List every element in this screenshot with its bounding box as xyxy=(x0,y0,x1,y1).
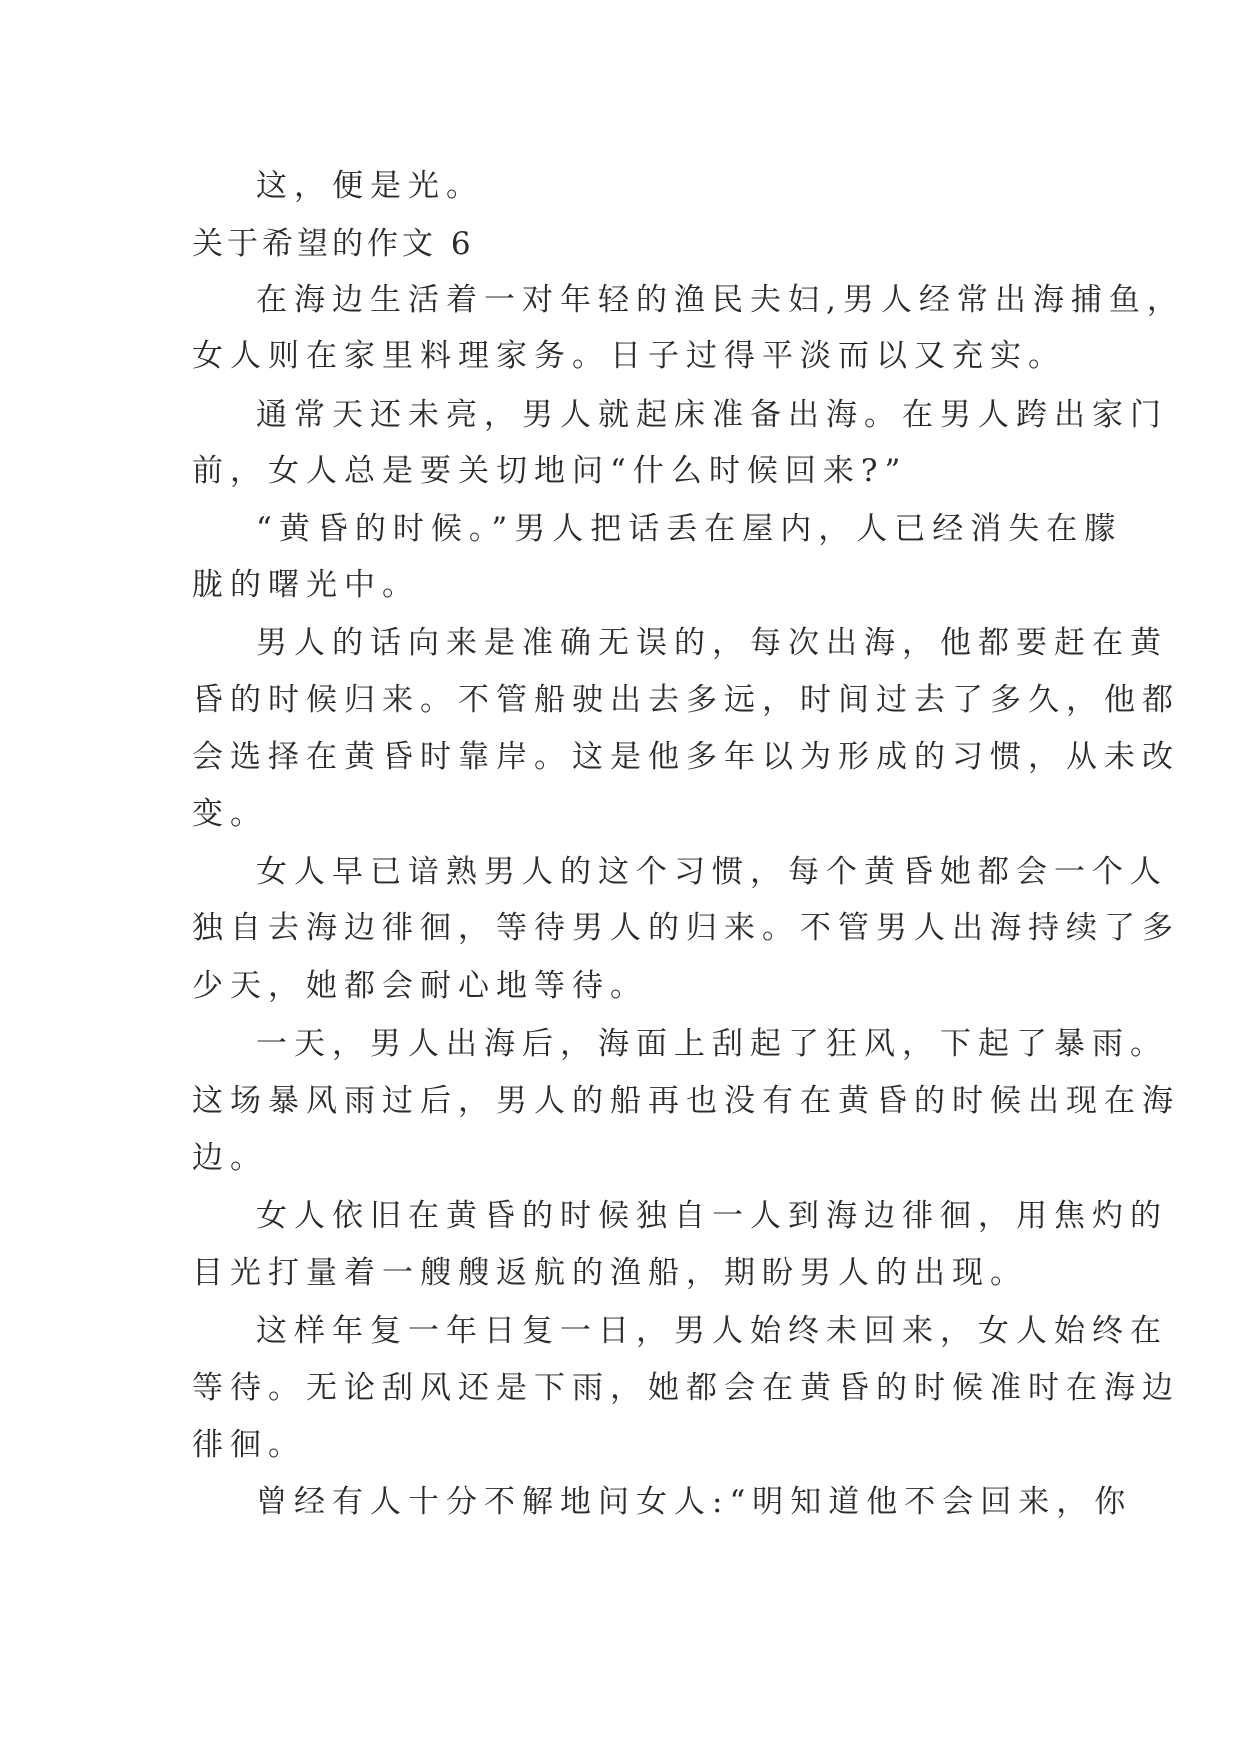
paragraph-line: 曾经有人十分不解地问女人:“明知道他不会回来，你 xyxy=(256,1484,1133,1520)
paragraph-line: 变。 xyxy=(192,796,268,832)
paragraph-line: 女人依旧在黄昏的时候独自一人到海边徘徊，用焦灼的 xyxy=(256,1198,1168,1234)
paragraph-line: 独自去海边徘徊，等待男人的归来。不管男人出海持续了多 xyxy=(192,910,1180,946)
paragraph-line: 边。 xyxy=(192,1140,268,1176)
paragraph-line: 这场暴风雨过后，男人的船再也没有在黄昏的时候出现在海 xyxy=(192,1083,1180,1119)
paragraph-line: 会选择在黄昏时靠岸。这是他多年以为形成的习惯，从未改 xyxy=(192,739,1180,775)
paragraph-line: 通常天还未亮，男人就起床准备出海。在男人跨出家门 xyxy=(256,397,1168,433)
paragraph-line: 在海边生活着一对年轻的渔民夫妇,男人经常出海捕鱼， xyxy=(256,282,1185,318)
closing-line: 这，便是光。 xyxy=(256,168,484,204)
paragraph-line: 女人早已谙熟男人的这个习惯，每个黄昏她都会一个人 xyxy=(256,854,1168,890)
paragraph-line: 一天，男人出海后，海面上刮起了狂风，下起了暴雨。 xyxy=(256,1026,1168,1062)
paragraph-line: 胧的曙光中。 xyxy=(192,567,420,603)
paragraph-line: 目光打量着一艘艘返航的渔船，期盼男人的出现。 xyxy=(192,1255,1028,1291)
paragraph-line: 徘徊。 xyxy=(192,1427,306,1463)
paragraph-line: 昏的时候归来。不管船驶出去多远，时间过去了多久，他都 xyxy=(192,682,1180,718)
paragraph-line: 少天，她都会耐心地等待。 xyxy=(192,968,648,1004)
paragraph-line: “黄昏的时候。”男人把话丢在屋内，人已经消失在朦 xyxy=(256,511,1123,547)
paragraph-line: 等待。无论刮风还是下雨，她都会在黄昏的时候准时在海边 xyxy=(192,1370,1180,1406)
paragraph-line: 男人的话向来是准确无误的，每次出海，他都要赶在黄 xyxy=(256,625,1168,661)
paragraph-line: 这样年复一年日复一日，男人始终未回来，女人始终在 xyxy=(256,1313,1168,1349)
paragraph-line: 女人则在家里料理家务。日子过得平淡而以又充实。 xyxy=(192,338,1066,374)
section-title: 关于希望的作文 6 xyxy=(192,226,475,262)
paragraph-line: 前，女人总是要关切地问“什么时候回来?” xyxy=(192,453,908,489)
